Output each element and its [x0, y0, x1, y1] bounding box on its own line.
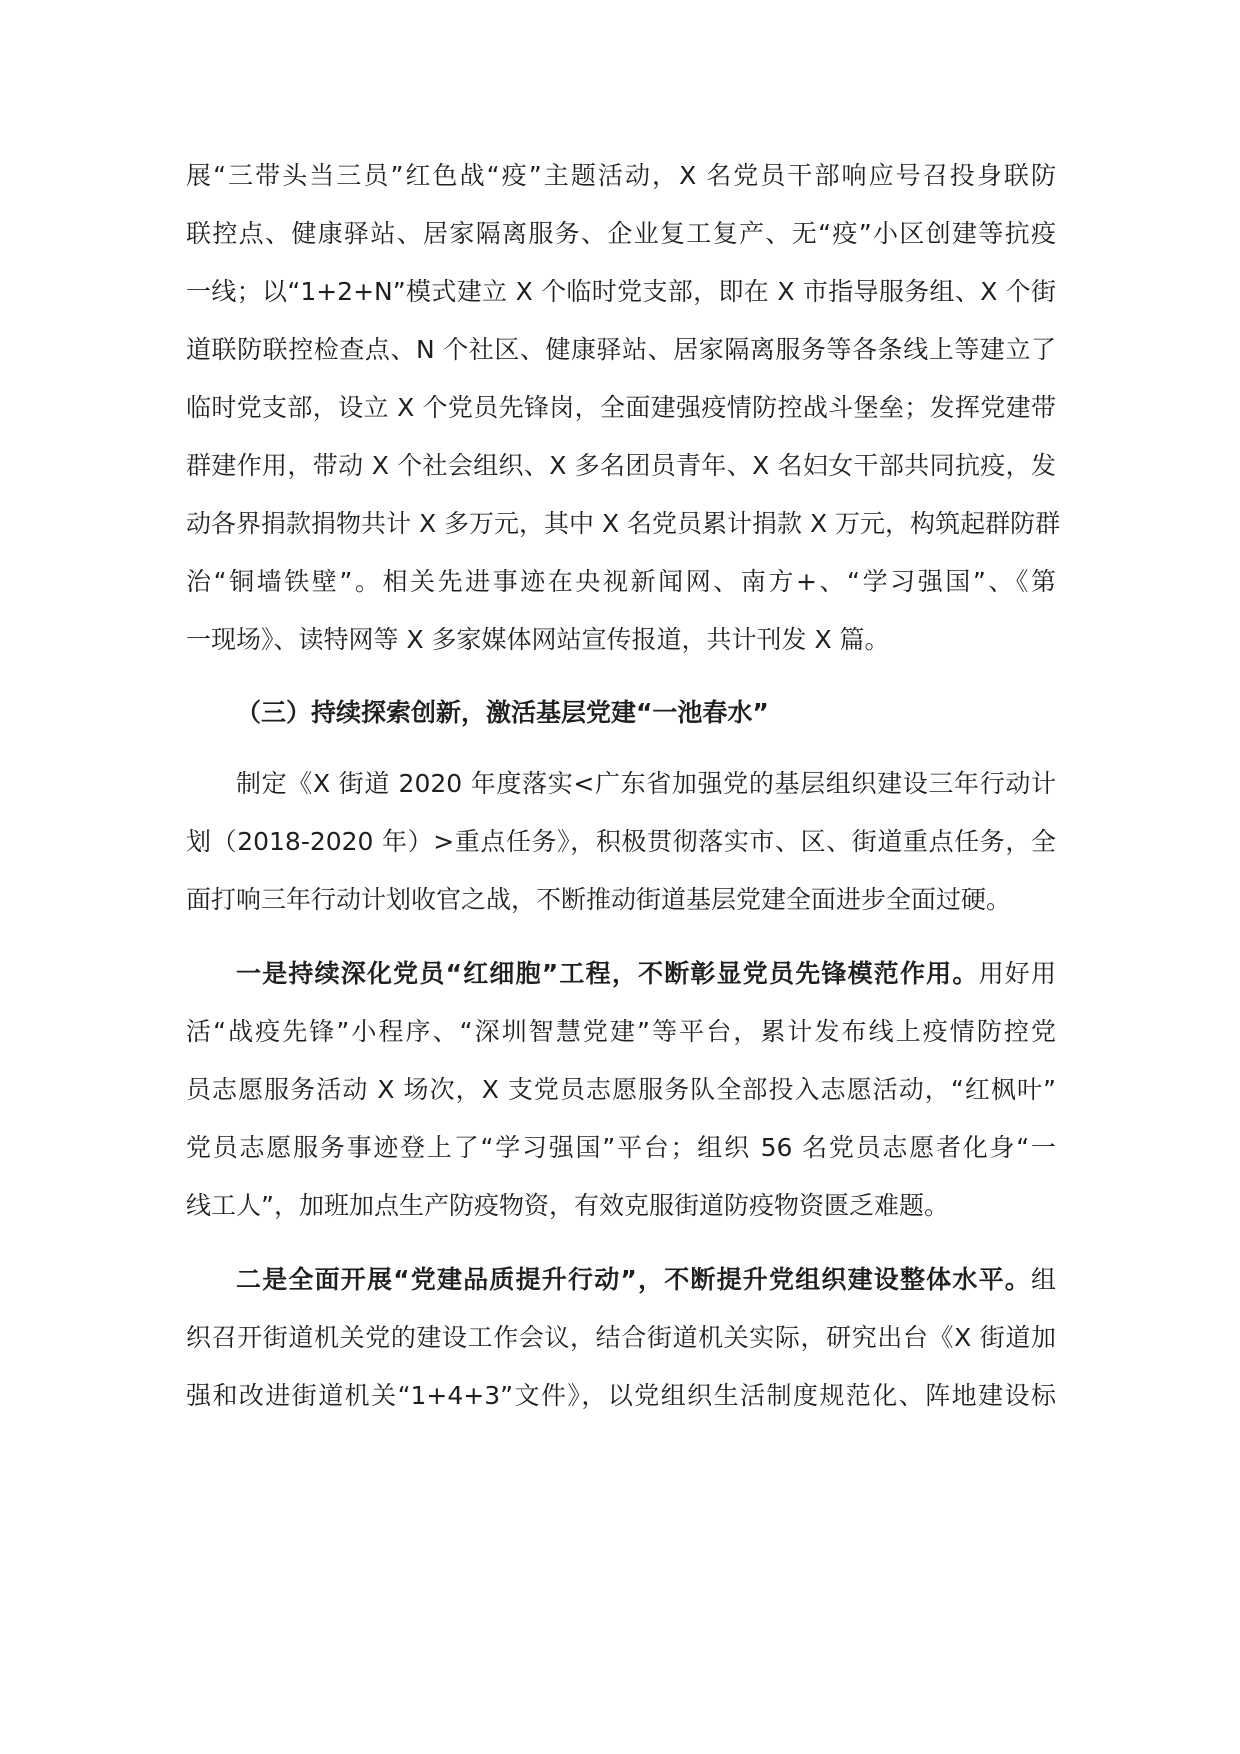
paragraph-line: 面打响三年行动计划收官之战，不断推动街道基层党建全面进步全面过硬。: [186, 885, 1012, 914]
paragraph-line: 织召开街道机关党的建设工作会议，结合街道机关实际，研究出台《X 街道加: [186, 1323, 1056, 1352]
paragraph-line: [186, 1260, 1056, 1300]
section-heading: （三）持续探索创新，激活基层党建“一池春水”: [236, 698, 769, 727]
paragraph-text: 用好用: [978, 959, 1056, 988]
paragraph-line: 临时党支部，设立 X 个党员先锋岗，全面建强疫情防控战斗堡垒；发挥党建带: [186, 393, 1056, 422]
paragraph-line: 一线；以“1+2+N”模式建立 X 个临时党支部，即在 X 市指导服务组、X 个街: [186, 277, 1056, 306]
paragraph-line: 线工人”，加班加点生产防疫物资，有效克服街道防疫物资匮乏难题。: [186, 1191, 949, 1220]
paragraph-line: 制定《X 街道 2020 年度落实<广东省加强党的基层组织建设三年行动计: [236, 769, 1056, 798]
paragraph-line: 群建作用，带动 X 个社会组织、X 多名团员青年、X 名妇女干部共同抗疫，发: [186, 451, 1056, 480]
paragraph-line: 员志愿服务活动 X 场次，X 支党员志愿服务队全部投入志愿活动，“红枫叶”: [186, 1075, 1056, 1104]
paragraph-line: 活“战疫先锋”小程序、“深圳智慧党建”等平台，累计发布线上疫情防控党: [186, 1017, 1056, 1046]
paragraph-line: 动各界捐款捐物共计 X 多万元，其中 X 名党员累计捐款 X 万元，构筑起群防群: [186, 509, 1061, 538]
paragraph-line: 道联防联控检查点、N 个社区、健康驿站、居家隔离服务等各条线上等建立了: [186, 335, 1056, 364]
paragraph-line: 联控点、健康驿站、居家隔离服务、企业复工复产、无“疫”小区创建等抗疫: [186, 219, 1056, 248]
paragraph-line: 治“铜墙铁壁”。相关先进事迹在央视新闻网、南方+、“学习强国”、《第: [186, 567, 1056, 596]
paragraph-text: 组: [1030, 1265, 1056, 1294]
paragraph-lead-sentence: 一是持续深化党员“红细胞”工程，不断彰显党员先锋模范作用。: [236, 959, 979, 988]
paragraph-line: 党员志愿服务事迹登上了“学习强国”平台；组织 56 名党员志愿者化身“一: [186, 1133, 1056, 1162]
paragraph-line: 展“三带头当三员”红色战“疫”主题活动，X 名党员干部响应号召投身联防: [186, 161, 1056, 190]
paragraph-line: 划（2018-2020 年）>重点任务》，积极贯彻落实市、区、街道重点任务，全: [186, 827, 1056, 856]
paragraph-line: [186, 954, 1056, 994]
paragraph-line: 一现场》、读特网等 X 多家媒体网站宣传报道，共计刊发 X 篇。: [186, 625, 890, 654]
paragraph-line: 强和改进街道机关“1+4+3”文件》，以党组织生活制度规范化、阵地建设标: [186, 1381, 1056, 1410]
paragraph-lead-sentence: 二是全面开展“党建品质提升行动”，不断提升党组织建设整体水平。: [236, 1265, 1031, 1294]
